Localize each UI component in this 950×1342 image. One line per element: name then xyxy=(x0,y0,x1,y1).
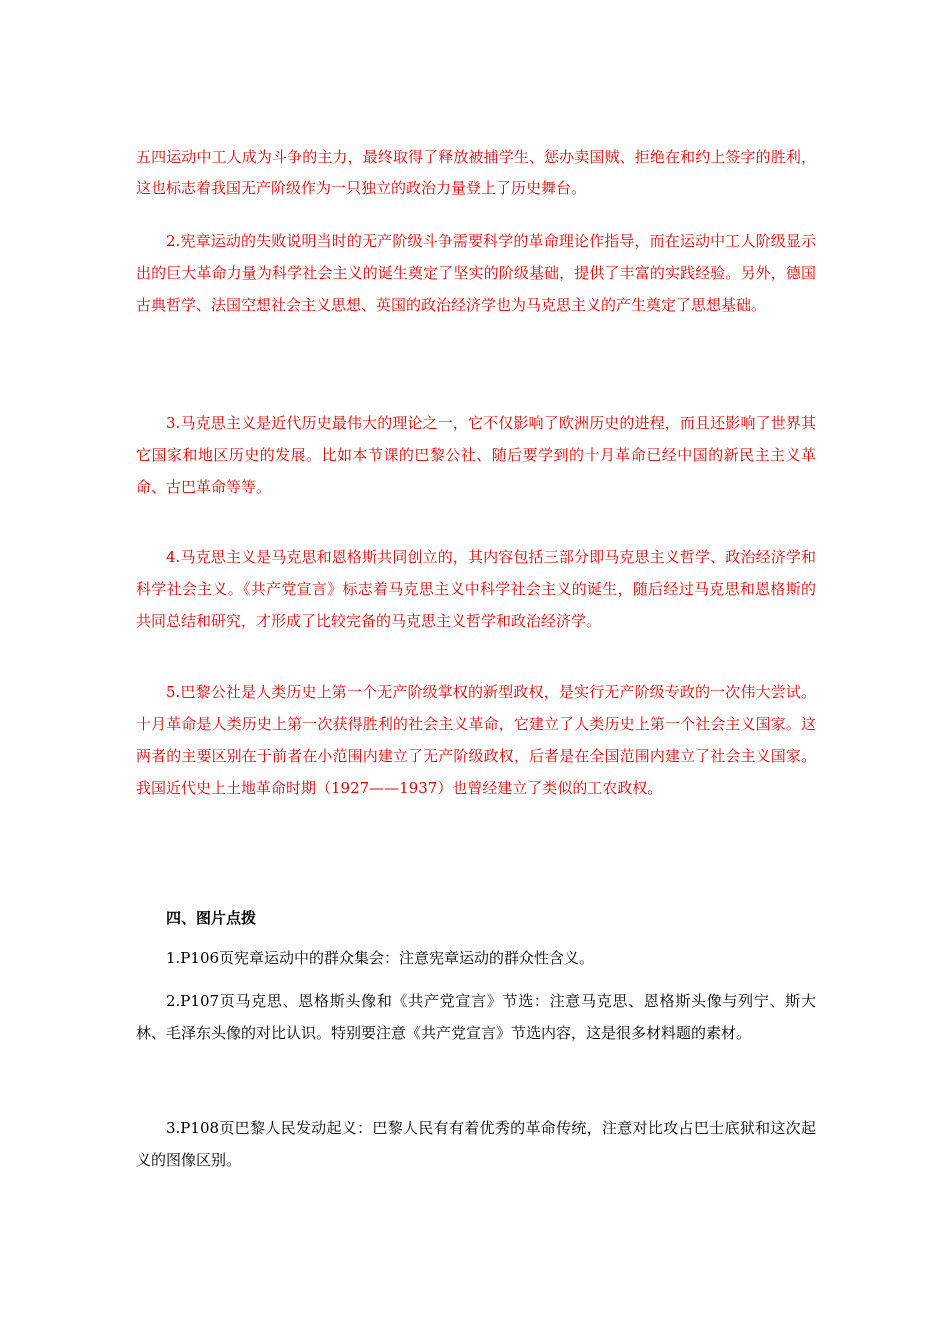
answer-paragraph-5: 5.巴黎公社是人类历史上第一个无产阶级掌权的新型政权，是实行无产阶级专政的一次伟大尝试。十月革命是人类历史上第一次获得胜利的社会主义革命，它建立了人类历史上第一个社会主义国家。这两者的主要区别在于前者在小范围内建立了无产阶级政权，后者是在全国范围内建立了社会主义国家。我国近代史上土地革命时期（1927——1937）也曾经建立了类似的工农政权。 xyxy=(136,683,816,797)
answer-paragraph-3: 3.马克思主义是近代历史最伟大的理论之一，它不仅影响了欧洲历史的进程，而且还影响了世界其它国家和地区历史的发展。比如本节课的巴黎公社、随后要学到的十月革命已经中国的新民主主义革命、古巴革命等等。 xyxy=(136,414,816,496)
picture-note-1: 1.P106页宪章运动中的群众集会：注意宪章运动的群众性含义。 xyxy=(166,949,595,967)
answer-paragraph-1-continued: 五四运动中工人成为斗争的主力，最终取得了释放被捕学生、惩办卖国贼、拒绝在和约上签字的胜利，这也标志着我国无产阶级作为一只独立的政治力量登上了历史舞台。 xyxy=(136,148,816,197)
picture-note-2: 2.P107页马克思、恩格斯头像和《共产党宣言》节选：注意马克思、恩格斯头像与列宁、斯大林、毛泽东头像的对比认识。特别要注意《共产党宣言》节选内容，这是很多材料题的素材。 xyxy=(136,992,816,1042)
answer-paragraph-2: 2.宪章运动的失败说明当时的无产阶级斗争需要科学的革命理论作指导，而在运动中工人阶级显示出的巨大革命力量为科学社会主义的诞生奠定了坚实的阶级基础，提供了丰富的实践经验。另外，德国古典哲学、法国空想社会主义思想、英国的政治经济学也为马克思主义的产生奠定了思想基础。 xyxy=(136,232,816,314)
picture-note-3: 3.P108页巴黎人民发动起义：巴黎人民有有着优秀的革命传统，注意对比攻占巴士底狱和这次起义的图像区别。 xyxy=(136,1119,816,1169)
section-heading: 四、图片点拨 xyxy=(166,909,257,927)
answer-paragraph-4: 4.马克思主义是马克思和恩格斯共同创立的，其内容包括三部分即马克思主义哲学、政治经济学和科学社会主义。《共产党宣言》标志着马克思主义中科学社会主义的诞生，随后经过马克思和恩格斯的共同总结和研究，才形成了比较完备的马克思主义哲学和政治经济学。 xyxy=(136,548,816,630)
